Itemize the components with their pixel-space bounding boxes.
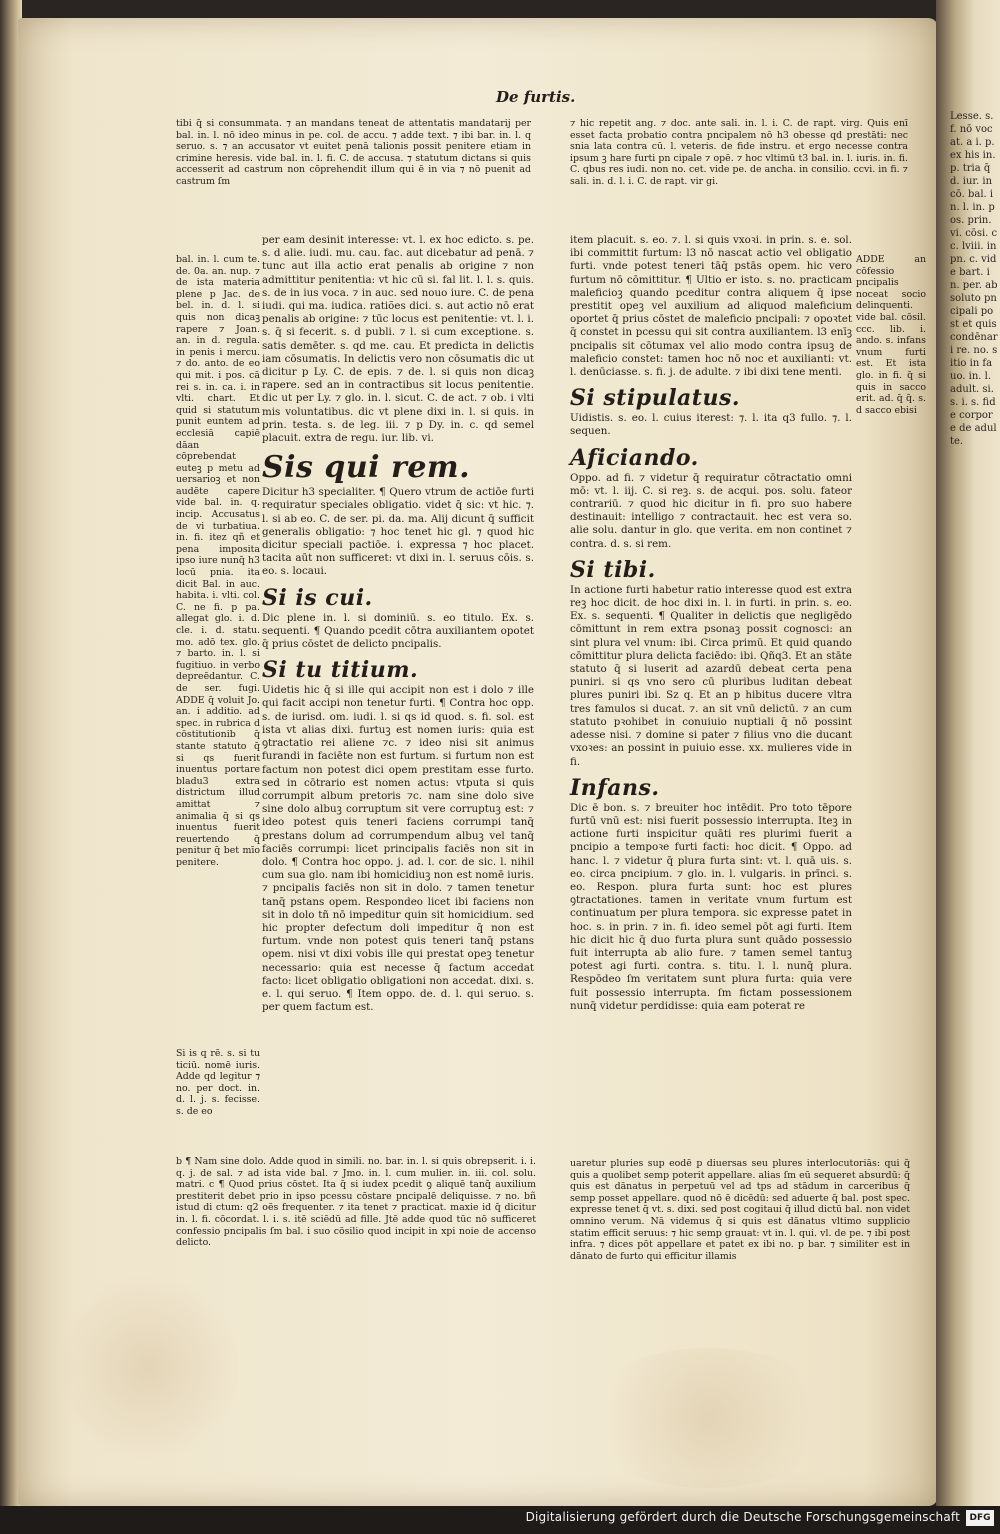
right-main-text: item placuit. s. eo. ⁊. l. si quis vxoꝛi. in prin. s. e. sol. ibi committit furtum: l3 nō nascat actio vel obligatio furti. vnde potest teneri tāq̄ pstās opem. hic vero furtum nō cōmittitur. ¶ Ultio er isto. s. no. practicam maleficioꝫ quando pceditur contra aliquem q̄ ipse prestitit opeꝫ vel auxilium ad aliquod maleficium oportet q̄ prius cōstet de maleficio pncipali: ⁊ opoꝛtet q̄ constet in pcessu qui sit contra auxiliantem. l3 enīꝫ pncipalis sit cōtumax vel alio modo contra ipsuꝫ de maleficio constet: tamen hoc nō noc et auxilianti: vt. l. denūciasse. s. fi. j. de adulte. ⁊ ibi dixi tene menti. <box>570 234 852 379</box>
lemma-si-tibi: Si tibi. <box>570 556 656 583</box>
running-head: De furtis. <box>496 88 576 106</box>
right-lemma-3 <box>570 554 852 584</box>
right-margin-gloss <box>856 254 926 1154</box>
book-page <box>18 18 938 1506</box>
right-lemma-1 <box>570 382 852 412</box>
facing-page <box>936 0 1000 1534</box>
right-lemma-4 <box>570 772 852 802</box>
left-margin-gloss <box>176 254 260 1044</box>
right-lemma-2-text: Oppo. ad fi. ⁊ videtur q̄ requiratur cōtractatio omni mō: vt. l. iij. C. si reꝫ. s. de acqui. pos. solu. fateor contrariū. ⁊ quod hic dicitur in fi. pro suo habere destinauit: intelligo ⁊ contractauit. hec est vera so. alie solu. dantur in glo. que verita. em non continet ⁊ contra. d. s. si rem. <box>570 471 852 550</box>
lemma-infans: Infans. <box>570 774 660 801</box>
right-top-gloss <box>570 118 908 200</box>
page-stain <box>578 1348 838 1488</box>
lemma-aficiando: Aficiando. <box>570 444 699 471</box>
page-stain <box>58 1268 238 1468</box>
left-lemma-2 <box>262 582 534 612</box>
lemma-si-stipulatus: Si stipulatus. <box>570 385 741 412</box>
lemma-si-tu-titium: Si tu titium. <box>262 657 419 684</box>
left-margin-gloss-text: bal. in. l. cum te. de. 0a. an. nup. ⁊ de ista materia plene p Jac. de bel. in. d. l. si quis non dicaꝫ rapere ⁊ Joan. an. in d. regula. in penis i mercu. ⁊ do. anto. de eo qui mit. i pos. cā rei s. in. ca. i. in vlti. chart. Et quid si statutum punit euntem ad ecclesiā capiē dāan cōprebendat euteꝫ p metu ad uersarioꝫ et non audēte capere vide bal. in. q. incip. Accusatus de vi turbatiua. in. fi. itez qñ et pena imposita ipso iure nunq̄ h3 locū pnia. ita dicit Bal. in auc. habita. i. vlti. col. C. ne fi. p pa. allegat glo. i. d. cle. i. d. statu. mo. adō tex. glo. ⁊ barto. in. l. si fugitiuo. in verbo depreēdantur. C. de ser. fugi. ADDE q̄ voluit Jo. an. i additio. ad spec. in rubrica d cōstitutionib q̄ stante statuto q̄ si qs fuerit inuentus portare bladu3 extra districtum illud amittat ⁊ animalia q̄ si qs inuentus fuerit reuertendo q̄ penitur q̄ bet mīo penitere. <box>176 254 260 868</box>
left-lemma-3 <box>262 654 534 684</box>
right-margin-gloss-text: ADDE an cōfessio pncipalis noceat socio delinquenti. vide bal. cōsil. ccc. lib. i. ando. s. infans vnum furti est. Et ista glo. in fi. q̄ si quis in sacco erit. ad. q̄ q̄. s. d sacco ebisi <box>856 254 926 416</box>
left-top-gloss-text: tibi q̄ si consummata. ⁊ an mandans teneat de attentatis mandatarij per bal. in. l. nō ideo minus in pe. col. de accu. ⁊ adde text. ⁊ ibi bar. in. l. q seruo. s. ⁊ an accusator vt euitet penā talionis possit penitere etiam in crimine heresis. vide bal. in. l. fi. C. de accusa. ⁊ statutum dictans si quis accesserit ad castrum non cōprehendit illum qui ē in via ⁊ nō puenit ad castrum ſm <box>176 118 531 187</box>
right-bottom-gloss <box>570 1158 910 1262</box>
left-lemma-1 <box>262 448 534 486</box>
right-lemma-4-text: Dic ē bon. s. ⁊ breuiter hoc intēdit. Pro toto tēpore furtū vnū est: nisi fuerit possessio interrupta. Iteꝫ in actione furti inspicitur quāti res plurimi fuerit a pncipio a tempoꝛe furti facti: hoc dicit. ¶ Oppo. ad hanc. l. ⁊ videtur q̄ plura furta sint: vt. l. quā uis. s. eo. circa pncipium. ⁊ glo. in. l. vulgaris. in prīnci. s. eo. Respon. plura furta sunt: hoc est plures ꝯtractationes. tamen in veritate vnum furtum est continuatum per plura tempora. sic expresse patet in hoc. s. in prin. ⁊ in. fi. ideo semel pōt agi furti. Item hic dicit hic q̄ duo furta plura sunt quādo possessio fuit interrupta ab alio fure. ⁊ tamen semel tantuꝫ potest agi furti. contra. s. titu. l. l. nunq̄ plura. Respōdeo ſm veritatem sunt plura furta: quia vere fuit possessio interrupta. ſm fictam possessionem nunq̄ videtur perdidisse: quia eam poterat re <box>570 801 852 1012</box>
digitization-credit: Digitalisierung gefördert durch die Deutsche Forschungsgemeinschaft <box>525 1510 960 1524</box>
right-lemma-1-text: Uidistis. s. eo. l. cuius iterest: ⁊. l. ita q3 fullo. ⁊. l. sequen. <box>570 412 852 438</box>
left-main-text: per eam desinit interesse: vt. l. ex hoc edicto. s. pe. s. d alie. iudi. mu. cau. fac. aut dicebatur ad penā. ⁊ tunc aut illa actio erat penalis ab origine ⁊ non admittitur penitentia: vt hic cū si. fal lit. l. l. s. quis. s. de in ius voca. ⁊ in auc. sed nouo iure. C. de pena iudi. qui ma. iudica. ratiões dici. s. aut actio nō erat penalis ab origine: ⁊ tūc locus est penitentie: vt. l. i. s. q̄ si fecerit. s. d publi. ⁊ l. si cum exceptione. s. satis demēter. s. qd me. cau. Et predicta in delictis iam cōsumatis. In delictis vero non cōsumatis dic ut dicitur p Ly. C. de epis. ⁊ de. l. si quis non dicaꝫ rapere. sed an in contractibus sit locus penitentie. dic ut per Ly. ⁊ glo. in. l. sicut. C. de act. ⁊ ob. i vlti mis voluntatibus. dic vt plene dixi in. l. si quis. in prin. testa. s. de leg. iii. ⁊ p Dy. in. c. qd semel placuit. extra de regu. iur. lib. vi. <box>262 234 534 445</box>
right-lemma-2 <box>570 442 852 472</box>
left-top-gloss <box>176 118 531 250</box>
lemma-sis-qui-rem: Sis qui rem. <box>262 450 471 486</box>
facing-page-text: Lesse. s. f. nō vocat. a i. p. ex his in. p. tria q̄ d. iur. in cō. bal. in. l. in. pos. prin. vi. cōsi. cc. lviii. in pn. c. vide bart. in. per. absoluto pncipali post et quis condēnari re. no. sitio in fauo. in. l. adult. si. s. i. s. fide corpore de adulte. <box>950 111 998 447</box>
right-bottom-gloss-text: uaretur pluries sup eodē p diuersas seu plures interlocutoriās: qui q̄ quis a quolibet semp poterit appellare. alias ſm eū sequeret absurdū: q̄ quis est dānatus in perpetuū vel ad tps ad stādum in carceribus q̄ semp posset appellare. quod nō ē dicēdū: sed aduerte q̄ bal. post spec. expresse tenet q̄ vt. s. dixi. sed post cogitaui q̄ illud dictū bal. non videt omnino verum. Nā videmus q̄ si quis est dānatus vltimo supplicio statim efficit seruus: ⁊ hic semp grauat: vt in. l. qui. vl. de pe. ⁊ ibi post infra. ⁊ dices pōt appellare et patet ex ibi no. p bar. ⁊ similiter est in dānato de furto qui efficitur illamis <box>570 1158 910 1262</box>
left-margin-gloss-2-text: Si is q rē. s. si tu ticiū. nomē iuris. Adde qd legitur ⁊ no. per doct. in. d. l. j. s. fecisse. s. de eo <box>176 1048 260 1117</box>
left-lemma-3-text: Uidetis hic q̄ si ille qui accipit non est i dolo ⁊ ille qui facit accipi non tenetur furti. ¶ Contra hoc opp. s. de iurisd. om. iudi. l. si qs id quod. s. fi. sol. est ista vt alias dixi. furtuꝫ est nomen iuris: quia est ꝯtractatio rei aliene ⁊c. ⁊ ideo nisi sit animus furandi in faciēte non est furtum. si furtum non est factum non potest dici opem prestitam esse furto. sed in cōtrario est nomen actus: vtputa si quis corrumpit album pretoris ⁊c. nam sine dolo sive sine dolo albuꝫ corruptum sit vere corruptuꝫ est: ⁊ ideo potest quis teneri faciens corrumpi tanq̄ prestans dolum ad corrumpendum albuꝫ vel tanq̄ faciēs corrumpi: licet principalis faciēs non sit in dolo. ¶ Contra hoc oppo. j. ad. l. cor. de sic. l. nihil cum sua glo. nam ibi homicidiuꝫ non est nomē iuris. ⁊ pncipalis faciēs non sit in dolo. ⁊ tamen tenetur tanq̄ pstans opem. Respondeo licet ibi faciens non sit in dolo tñ nō impeditur quin sit homicidium. sed hic propter defectum doli impeditur q̄ non est furtum. vnde non potest quis teneri tanq̄ pstans opem. nisi vt dixi vobis ille qui prestat opeꝫ tenetur necessario: quia est necesse q̄ factum accedat facto: licet obligatio obligationi non accedat. dixi. s. e. l. qui seruo. ¶ Item oppo. de. d. l. qui seruo. s. per quem factum est. <box>262 684 534 1014</box>
left-lemma-2-text: Dic plene in. l. si dominiū. s. eo titulo. Ex. s. sequenti. ¶ Quando pcedit cōtra auxiliantem opotet q̄ prius cōstet de delicto pncipalis. <box>262 611 534 651</box>
left-bottom-gloss <box>176 1156 536 1249</box>
left-margin-gloss-2 <box>176 1048 260 1154</box>
right-lemma-3-text: In actione furti habetur ratio interesse quod est extra reꝫ hoc dicit. de hoc dixi in. l. in furti. in prin. s. eo. Ex. s. sequenti. ¶ Qualiter in delictis que negligēdo cōmittunt in rem extra psonaꝫ possit cognosci: an sint plura vel vnum: ibi. Circa primū. Et quid quando cōmittitur plura delicta faciēdo: ibi. Qñq3. Et an stāte statuto q̄ si luserit ad azardū debeat certa pena puniri. si qs vno sero cū pluribus luditan debeat plures puniri ibi. Sz q. Et an p hibitus ducere vltra tres famulos si ducat. ⁊. an sit vnū delictū. ⁊ an cum statuto pꝛohibet in conuiuio nuptiali q̄ nō possint adesse nisi. ⁊ domine si pater ⁊ filius vno die ducant vxoꝛes: an possint in puiuio esse. xx. mulieres vide in fi. <box>570 583 852 768</box>
right-top-gloss-text: ⁊ hic repetit ang. ⁊ doc. ante sali. in. l. i. C. de rapt. virg. Quis enī esset facta probatio contra pncipalem nō h3 obesse qd prestāti: nec snia lata contra cū. l. veteris. de fide instru. et ergo necesse contra ipsum ꝫ hare furti pn cipale ⁊ opē. ⁊ hoc vltimū t3 bal. in. l. iuris. in. fi. C. qbus res iudi. non no. cet. vide pe. de ancha. in consilio. ccvi. in fi. ⁊ sali. in. d. l. i. C. de rapt. vir gi. <box>570 118 908 187</box>
left-main-column <box>262 234 534 1154</box>
right-main-column <box>570 234 852 1158</box>
left-bottom-gloss-text: b ¶ Nam sine dolo. Adde quod in simili. no. bar. in. l. si quis obrepserit. i. i. q. j. de sal. ⁊ ad ista vide bal. ⁊ Jmo. in. l. cum mulier. in. iii. col. solu. matri. c ¶ Quod prius cōstet. Ita q̄ si iudex pcedit ꝯ aliquē tanq̄ auxilium prestiterit debet prio in ipso pcessu cōstare pncipalē deliquisse. ⁊ no. bñ istud di ctum: q2 oēs frequenter. ⁊ ita tenet ⁊ practicat. maxie id q̄ dicitur in. l. fi. cōcordat. l. i. s. itē sciēdū ad fille. Jtē adde quod tūc nō sufficeret confessio pncipalis ſm bal. i suo cōsilio quod incipit in xpi noie de accenso delicto. <box>176 1156 536 1249</box>
dfg-logo-icon: DFG <box>966 1510 994 1526</box>
lemma-si-is-cui: Si is cui. <box>262 584 373 611</box>
left-lemma-1-text: Dicitur h3 specialiter. ¶ Quero vtrum de actiōe furti requiratur speciales obligatio. videt q̄ sic: vt hic. ⁊. l. si ab eo. C. de ser. pi. da. ma. Alij dicunt q̄ sufficit generalis obligatio: ⁊ hoc tenet hic gl. ⁊ quod hic dicitur speciali pactiōe. i. expressa ⁊ hoc placet. tacita aūt non sufficeret: vt dixi in. l. seruus cōis. s. eo. s. locaui. <box>262 486 534 578</box>
